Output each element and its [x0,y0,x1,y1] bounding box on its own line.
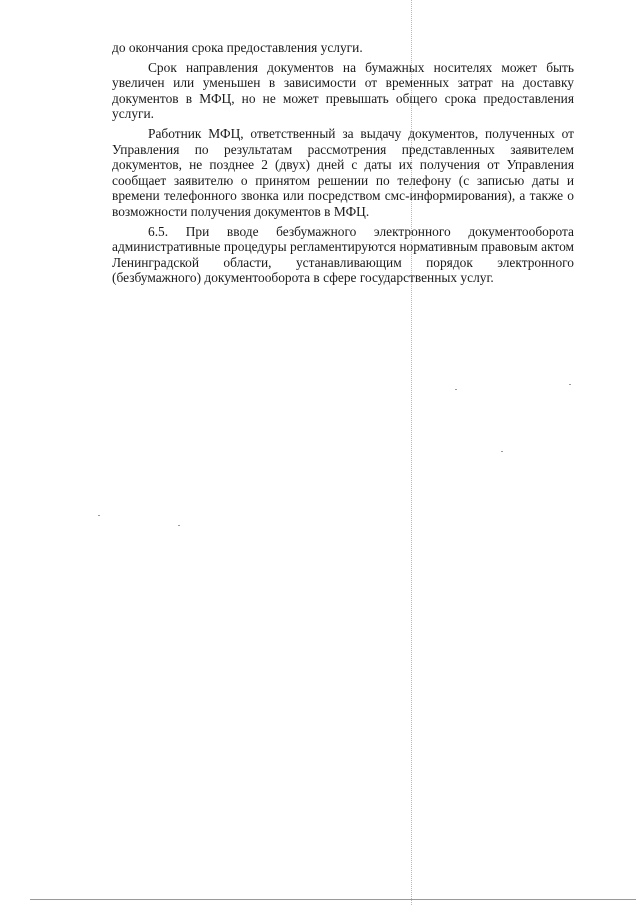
scan-bottom-edge [30,899,636,900]
paragraph-section-6-5: 6.5. При вводе безбумажного электронного документооборота административные процедуры регламентируются нормативным правовым актом Ленинградской области, устанавливающим порядок электронного (безбумажного) документооборота в сфере государственных услуг. [112,223,574,286]
paragraph-continuation: до окончания срока предоставления услуги. [112,40,363,55]
document-body [112,40,574,290]
scan-speck [569,384,571,385]
paragraph-delivery-term: Срок направления документов на бумажных носителях может быть увеличен или уменьшен в зависимости от временных затрат на доставку документов в МФЦ, но не может превышать общего срока предоставления услуги. [112,59,574,122]
scan-speck [98,515,100,516]
scan-speck [501,451,503,452]
paragraph-mfc-notification: Работник МФЦ, ответственный за выдачу документов, полученных от Управления по результатам рассмотрения представленных заявителем документов, не позднее 2 (двух) дней с даты их получения от Управления сообщает заявителю о принятом решении по телефону (с записью даты и времени телефонного звонка или посредством смс-информирования), а также о возможности получения документов в МФЦ. [112,125,574,219]
scan-speck [455,389,457,390]
scan-speck [178,525,180,526]
